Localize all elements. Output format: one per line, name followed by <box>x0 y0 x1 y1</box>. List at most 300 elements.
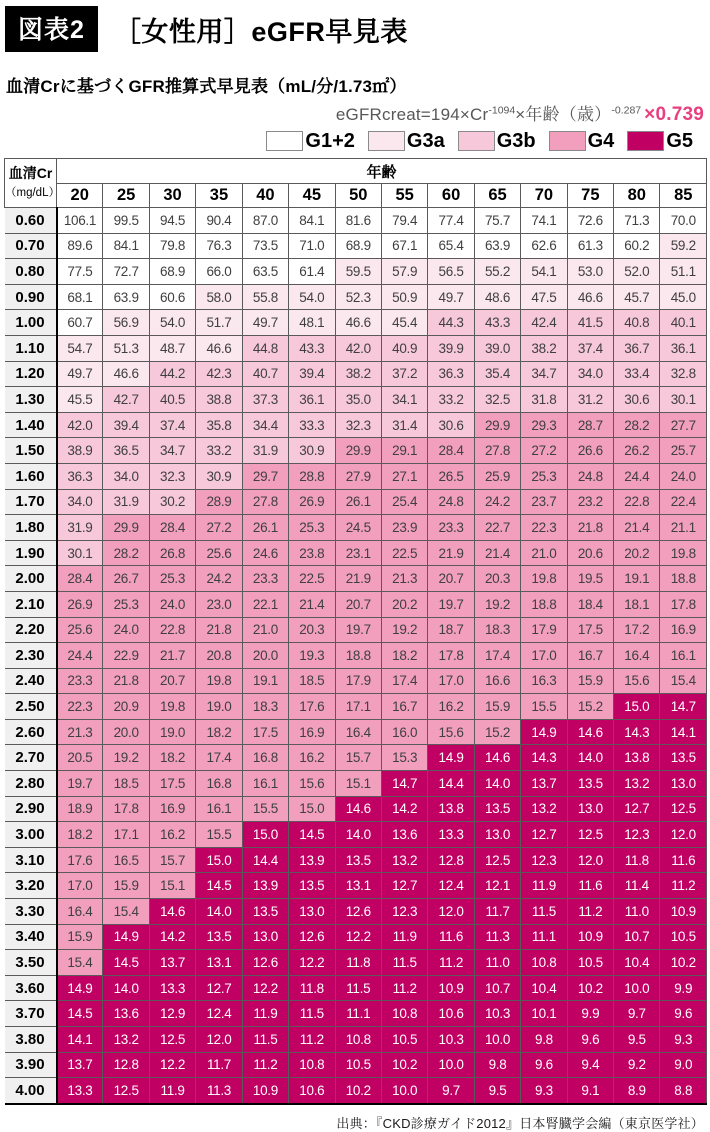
cr-row-label: 2.90 <box>5 796 57 822</box>
cr-row-label: 2.80 <box>5 771 57 797</box>
egfr-cell: 31.9 <box>242 438 288 464</box>
egfr-cell: 15.5 <box>196 822 242 848</box>
egfr-cell: 9.5 <box>474 1078 520 1104</box>
egfr-cell: 16.3 <box>521 668 567 694</box>
egfr-cell: 19.8 <box>149 694 195 720</box>
egfr-cell: 16.4 <box>57 899 103 925</box>
egfr-cell: 14.2 <box>149 924 195 950</box>
age-column-header: 75 <box>567 184 613 208</box>
egfr-cell: 15.5 <box>521 694 567 720</box>
egfr-cell: 30.2 <box>149 489 195 515</box>
egfr-cell: 9.0 <box>660 1052 707 1078</box>
egfr-cell: 14.7 <box>381 771 427 797</box>
egfr-cell: 63.5 <box>242 259 288 285</box>
egfr-cell: 21.3 <box>381 566 427 592</box>
age-column-header: 70 <box>521 184 567 208</box>
egfr-cell: 11.2 <box>289 1027 335 1053</box>
egfr-cell: 10.8 <box>521 950 567 976</box>
egfr-cell: 45.0 <box>660 284 707 310</box>
egfr-cell: 9.6 <box>567 1027 613 1053</box>
cr-row-label: 3.40 <box>5 924 57 950</box>
egfr-cell: 15.9 <box>103 873 149 899</box>
egfr-cell: 40.5 <box>149 387 195 413</box>
egfr-cell: 36.3 <box>57 463 103 489</box>
egfr-cell: 19.8 <box>196 668 242 694</box>
egfr-cell: 14.0 <box>196 899 242 925</box>
egfr-row <box>5 873 707 899</box>
egfr-cell: 24.5 <box>335 515 381 541</box>
egfr-cell: 18.7 <box>428 617 474 643</box>
egfr-cell: 25.3 <box>289 515 335 541</box>
egfr-cell: 54.0 <box>289 284 335 310</box>
egfr-cell: 26.6 <box>567 438 613 464</box>
egfr-cell: 11.2 <box>242 1052 288 1078</box>
egfr-cell: 24.4 <box>614 463 660 489</box>
egfr-cell: 28.4 <box>149 515 195 541</box>
egfr-cell: 18.3 <box>242 694 288 720</box>
egfr-cell: 15.6 <box>614 668 660 694</box>
egfr-cell: 17.0 <box>521 643 567 669</box>
egfr-cell: 84.1 <box>289 208 335 234</box>
egfr-cell: 13.7 <box>57 1052 103 1078</box>
egfr-cell: 77.5 <box>57 259 103 285</box>
egfr-cell: 23.3 <box>57 668 103 694</box>
egfr-cell: 31.8 <box>521 387 567 413</box>
egfr-cell: 16.4 <box>614 643 660 669</box>
egfr-cell: 29.1 <box>381 438 427 464</box>
cr-row-label: 3.20 <box>5 873 57 899</box>
egfr-cell: 12.2 <box>289 950 335 976</box>
egfr-cell: 99.5 <box>103 208 149 234</box>
egfr-cell: 71.0 <box>289 233 335 259</box>
egfr-cell: 21.1 <box>660 515 707 541</box>
egfr-cell: 15.4 <box>57 950 103 976</box>
egfr-cell: 13.1 <box>335 873 381 899</box>
egfr-cell: 15.4 <box>660 668 707 694</box>
egfr-cell: 79.4 <box>381 208 427 234</box>
egfr-cell: 31.4 <box>381 412 427 438</box>
egfr-cell: 56.5 <box>428 259 474 285</box>
egfr-cell: 10.4 <box>614 950 660 976</box>
egfr-cell: 22.9 <box>103 643 149 669</box>
egfr-cell: 26.9 <box>289 489 335 515</box>
egfr-cell: 9.5 <box>614 1027 660 1053</box>
egfr-cell: 17.8 <box>103 796 149 822</box>
egfr-cell: 32.3 <box>335 412 381 438</box>
egfr-cell: 21.9 <box>335 566 381 592</box>
egfr-cell: 61.4 <box>289 259 335 285</box>
cr-row-label: 0.70 <box>5 233 57 259</box>
egfr-cell: 10.5 <box>660 924 707 950</box>
egfr-cell: 48.7 <box>149 335 195 361</box>
cr-row-label: 3.50 <box>5 950 57 976</box>
egfr-cell: 23.0 <box>196 591 242 617</box>
egfr-cell: 16.7 <box>567 643 613 669</box>
egfr-cell: 19.2 <box>474 591 520 617</box>
egfr-cell: 33.3 <box>289 412 335 438</box>
egfr-cell: 35.4 <box>474 361 520 387</box>
egfr-cell: 19.0 <box>196 694 242 720</box>
egfr-cell: 29.9 <box>335 438 381 464</box>
egfr-row <box>5 591 707 617</box>
egfr-cell: 68.9 <box>335 233 381 259</box>
egfr-cell: 14.6 <box>335 796 381 822</box>
egfr-cell: 38.2 <box>521 335 567 361</box>
egfr-cell: 58.0 <box>196 284 242 310</box>
egfr-cell: 46.6 <box>335 310 381 336</box>
cr-row-label: 2.10 <box>5 591 57 617</box>
egfr-cell: 10.8 <box>289 1052 335 1078</box>
egfr-row <box>5 796 707 822</box>
age-column-header: 45 <box>289 184 335 208</box>
cr-row-label: 2.00 <box>5 566 57 592</box>
egfr-cell: 30.6 <box>428 412 474 438</box>
egfr-cell: 16.1 <box>196 796 242 822</box>
egfr-cell: 9.6 <box>660 1001 707 1027</box>
egfr-cell: 9.1 <box>567 1078 613 1104</box>
egfr-cell: 24.4 <box>57 643 103 669</box>
egfr-cell: 27.1 <box>381 463 427 489</box>
egfr-cell: 12.5 <box>149 1027 195 1053</box>
egfr-cell: 52.3 <box>335 284 381 310</box>
egfr-cell: 14.3 <box>521 745 567 771</box>
serum-cr-label: 血清Cr <box>8 164 53 181</box>
cr-row-label: 2.50 <box>5 694 57 720</box>
egfr-cell: 28.8 <box>289 463 335 489</box>
egfr-cell: 24.2 <box>196 566 242 592</box>
egfr-cell: 45.4 <box>381 310 427 336</box>
egfr-cell: 12.7 <box>614 796 660 822</box>
egfr-cell: 14.4 <box>428 771 474 797</box>
egfr-cell: 25.6 <box>196 540 242 566</box>
cr-row-label: 1.90 <box>5 540 57 566</box>
egfr-cell: 22.7 <box>474 515 520 541</box>
cr-row-label: 1.00 <box>5 310 57 336</box>
egfr-cell: 17.9 <box>521 617 567 643</box>
egfr-cell: 15.5 <box>242 796 288 822</box>
egfr-cell: 33.2 <box>196 438 242 464</box>
egfr-cell: 27.2 <box>521 438 567 464</box>
egfr-cell: 42.3 <box>196 361 242 387</box>
egfr-cell: 13.9 <box>242 873 288 899</box>
egfr-cell: 13.3 <box>428 822 474 848</box>
egfr-cell: 70.0 <box>660 208 707 234</box>
egfr-cell: 13.5 <box>196 924 242 950</box>
egfr-cell: 31.9 <box>103 489 149 515</box>
egfr-cell: 19.8 <box>660 540 707 566</box>
egfr-cell: 16.8 <box>196 771 242 797</box>
egfr-cell: 20.5 <box>57 745 103 771</box>
egfr-cell: 40.1 <box>660 310 707 336</box>
egfr-row <box>5 438 707 464</box>
cr-row-label: 2.20 <box>5 617 57 643</box>
egfr-cell: 15.9 <box>567 668 613 694</box>
egfr-cell: 22.5 <box>381 540 427 566</box>
egfr-cell: 21.8 <box>567 515 613 541</box>
egfr-cell: 37.4 <box>149 412 195 438</box>
egfr-cell: 30.9 <box>289 438 335 464</box>
egfr-cell: 17.8 <box>660 591 707 617</box>
egfr-cell: 14.0 <box>335 822 381 848</box>
egfr-cell: 14.6 <box>149 899 195 925</box>
egfr-cell: 29.3 <box>521 412 567 438</box>
egfr-cell: 14.7 <box>660 694 707 720</box>
egfr-cell: 12.4 <box>428 873 474 899</box>
egfr-cell: 18.1 <box>614 591 660 617</box>
egfr-row <box>5 1027 707 1053</box>
egfr-cell: 28.9 <box>196 489 242 515</box>
egfr-cell: 10.3 <box>474 1001 520 1027</box>
egfr-cell: 14.9 <box>57 975 103 1001</box>
egfr-cell: 8.8 <box>660 1078 707 1104</box>
egfr-cell: 11.5 <box>521 899 567 925</box>
egfr-cell: 19.8 <box>521 566 567 592</box>
egfr-cell: 20.7 <box>335 591 381 617</box>
egfr-cell: 11.8 <box>614 847 660 873</box>
egfr-cell: 12.0 <box>196 1027 242 1053</box>
egfr-row <box>5 540 707 566</box>
egfr-cell: 42.0 <box>57 412 103 438</box>
egfr-cell: 12.3 <box>381 899 427 925</box>
egfr-cell: 23.3 <box>428 515 474 541</box>
egfr-cell: 9.6 <box>521 1052 567 1078</box>
egfr-cell: 89.6 <box>57 233 103 259</box>
egfr-cell: 25.9 <box>474 463 520 489</box>
egfr-cell: 38.9 <box>57 438 103 464</box>
egfr-cell: 72.6 <box>567 208 613 234</box>
egfr-row <box>5 1052 707 1078</box>
egfr-cell: 16.8 <box>242 745 288 771</box>
egfr-cell: 10.7 <box>474 975 520 1001</box>
egfr-cell: 22.4 <box>660 489 707 515</box>
egfr-cell: 19.2 <box>381 617 427 643</box>
egfr-cell: 39.9 <box>428 335 474 361</box>
formula-base: eGFRcreat=194×Cr <box>335 105 489 124</box>
egfr-cell: 18.5 <box>289 668 335 694</box>
egfr-cell: 11.9 <box>381 924 427 950</box>
egfr-cell: 11.8 <box>289 975 335 1001</box>
egfr-cell: 42.0 <box>335 335 381 361</box>
age-column-header: 85 <box>660 184 707 208</box>
egfr-cell: 49.7 <box>242 310 288 336</box>
egfr-cell: 26.5 <box>428 463 474 489</box>
egfr-cell: 28.2 <box>614 412 660 438</box>
egfr-cell: 33.2 <box>428 387 474 413</box>
egfr-cell: 15.9 <box>57 924 103 950</box>
egfr-cell: 20.9 <box>103 694 149 720</box>
egfr-cell: 15.0 <box>289 796 335 822</box>
egfr-cell: 90.4 <box>196 208 242 234</box>
egfr-cell: 8.9 <box>614 1078 660 1104</box>
egfr-cell: 14.5 <box>57 1001 103 1027</box>
egfr-cell: 9.9 <box>567 1001 613 1027</box>
egfr-cell: 55.2 <box>474 259 520 285</box>
egfr-cell: 21.4 <box>614 515 660 541</box>
egfr-cell: 9.8 <box>474 1052 520 1078</box>
egfr-cell: 11.4 <box>614 873 660 899</box>
egfr-row <box>5 566 707 592</box>
egfr-cell: 17.5 <box>149 771 195 797</box>
egfr-cell: 12.5 <box>474 847 520 873</box>
age-column-header: 80 <box>614 184 660 208</box>
cr-row-label: 4.00 <box>5 1078 57 1104</box>
egfr-cell: 20.3 <box>474 566 520 592</box>
egfr-cell: 19.5 <box>567 566 613 592</box>
egfr-cell: 34.0 <box>57 489 103 515</box>
egfr-row <box>5 412 707 438</box>
egfr-cell: 60.6 <box>149 284 195 310</box>
egfr-cell: 48.1 <box>289 310 335 336</box>
egfr-cell: 11.0 <box>474 950 520 976</box>
egfr-cell: 14.5 <box>103 950 149 976</box>
egfr-cell: 27.8 <box>474 438 520 464</box>
page-title: ［女性用］eGFR早見表 <box>113 16 408 47</box>
egfr-cell: 24.0 <box>149 591 195 617</box>
egfr-cell: 17.6 <box>289 694 335 720</box>
egfr-cell: 17.5 <box>567 617 613 643</box>
egfr-cell: 21.8 <box>196 617 242 643</box>
egfr-cell: 15.4 <box>103 899 149 925</box>
egfr-cell: 77.4 <box>428 208 474 234</box>
egfr-cell: 31.2 <box>567 387 613 413</box>
egfr-cell: 14.4 <box>242 847 288 873</box>
egfr-cell: 36.3 <box>428 361 474 387</box>
egfr-cell: 10.7 <box>614 924 660 950</box>
egfr-cell: 10.2 <box>381 1052 427 1078</box>
egfr-cell: 23.3 <box>242 566 288 592</box>
egfr-cell: 62.6 <box>521 233 567 259</box>
egfr-cell: 11.0 <box>614 899 660 925</box>
egfr-cell: 18.4 <box>567 591 613 617</box>
egfr-cell: 13.5 <box>474 796 520 822</box>
egfr-row <box>5 387 707 413</box>
egfr-cell: 21.4 <box>474 540 520 566</box>
egfr-row <box>5 284 707 310</box>
egfr-row <box>5 310 707 336</box>
egfr-cell: 27.7 <box>660 412 707 438</box>
egfr-cell: 57.9 <box>381 259 427 285</box>
egfr-cell: 10.0 <box>474 1027 520 1053</box>
egfr-cell: 10.5 <box>567 950 613 976</box>
egfr-row <box>5 361 707 387</box>
egfr-cell: 37.3 <box>242 387 288 413</box>
egfr-cell: 36.5 <box>103 438 149 464</box>
egfr-cell: 15.6 <box>428 719 474 745</box>
egfr-cell: 34.4 <box>242 412 288 438</box>
egfr-cell: 26.1 <box>242 515 288 541</box>
egfr-cell: 21.4 <box>289 591 335 617</box>
egfr-cell: 20.0 <box>242 643 288 669</box>
egfr-cell: 19.1 <box>614 566 660 592</box>
cr-row-label: 2.70 <box>5 745 57 771</box>
egfr-cell: 14.6 <box>474 745 520 771</box>
egfr-cell: 21.0 <box>242 617 288 643</box>
cr-row-label: 3.90 <box>5 1052 57 1078</box>
egfr-cell: 10.8 <box>335 1027 381 1053</box>
age-column-header: 50 <box>335 184 381 208</box>
egfr-cell: 13.8 <box>614 745 660 771</box>
egfr-cell: 11.1 <box>521 924 567 950</box>
egfr-cell: 24.0 <box>660 463 707 489</box>
egfr-cell: 15.3 <box>381 745 427 771</box>
egfr-cell: 17.4 <box>196 745 242 771</box>
serum-cr-header <box>5 159 60 208</box>
egfr-cell: 26.7 <box>103 566 149 592</box>
egfr-cell: 15.1 <box>335 771 381 797</box>
egfr-cell: 60.7 <box>57 310 103 336</box>
formula-cr-exponent: -1094 <box>488 104 516 117</box>
age-column-header: 35 <box>196 184 242 208</box>
egfr-cell: 15.7 <box>149 847 195 873</box>
egfr-cell: 12.5 <box>567 822 613 848</box>
title-bar <box>0 0 710 52</box>
egfr-cell: 18.2 <box>149 745 195 771</box>
egfr-cell: 13.0 <box>567 796 613 822</box>
egfr-cell: 94.5 <box>149 208 195 234</box>
egfr-cell: 19.0 <box>149 719 195 745</box>
egfr-cell: 10.6 <box>289 1078 335 1104</box>
egfr-cell: 10.2 <box>660 950 707 976</box>
egfr-cell: 51.3 <box>103 335 149 361</box>
egfr-row <box>5 771 707 797</box>
egfr-cell: 23.1 <box>335 540 381 566</box>
egfr-cell: 9.2 <box>614 1052 660 1078</box>
egfr-cell: 13.0 <box>660 771 707 797</box>
egfr-cell: 33.4 <box>614 361 660 387</box>
legend-swatch-G5 <box>627 131 664 151</box>
stage-legend <box>0 131 706 151</box>
egfr-cell: 73.5 <box>242 233 288 259</box>
cr-row-label: 1.40 <box>5 412 57 438</box>
legend-label-G5: G5 <box>666 130 693 152</box>
egfr-cell: 87.0 <box>242 208 288 234</box>
egfr-cell: 16.1 <box>660 643 707 669</box>
egfr-cell: 17.8 <box>428 643 474 669</box>
egfr-cell: 14.0 <box>567 745 613 771</box>
egfr-row <box>5 847 707 873</box>
egfr-cell: 11.2 <box>428 950 474 976</box>
egfr-cell: 68.1 <box>57 284 103 310</box>
egfr-cell: 11.9 <box>242 1001 288 1027</box>
egfr-cell: 47.5 <box>521 284 567 310</box>
egfr-cell: 27.8 <box>242 489 288 515</box>
egfr-cell: 67.1 <box>381 233 427 259</box>
egfr-row <box>5 719 707 745</box>
egfr-cell: 9.4 <box>567 1052 613 1078</box>
egfr-cell: 9.9 <box>660 975 707 1001</box>
egfr-cell: 16.7 <box>381 694 427 720</box>
egfr-cell: 27.9 <box>335 463 381 489</box>
egfr-cell: 14.0 <box>474 771 520 797</box>
egfr-cell: 51.7 <box>196 310 242 336</box>
egfr-cell: 12.7 <box>196 975 242 1001</box>
egfr-row <box>5 489 707 515</box>
egfr-cell: 10.9 <box>242 1078 288 1104</box>
egfr-cell: 18.2 <box>196 719 242 745</box>
egfr-cell: 13.9 <box>289 847 335 873</box>
egfr-cell: 12.5 <box>103 1078 149 1104</box>
egfr-cell: 79.8 <box>149 233 195 259</box>
egfr-cell: 13.0 <box>289 899 335 925</box>
egfr-cell: 59.2 <box>660 233 707 259</box>
egfr-cell: 10.3 <box>428 1027 474 1053</box>
serum-cr-unit: （mg/dL） <box>5 187 60 199</box>
egfr-cell: 32.5 <box>474 387 520 413</box>
egfr-cell: 29.7 <box>242 463 288 489</box>
egfr-cell: 15.7 <box>335 745 381 771</box>
egfr-cell: 29.9 <box>103 515 149 541</box>
egfr-cell: 23.8 <box>289 540 335 566</box>
